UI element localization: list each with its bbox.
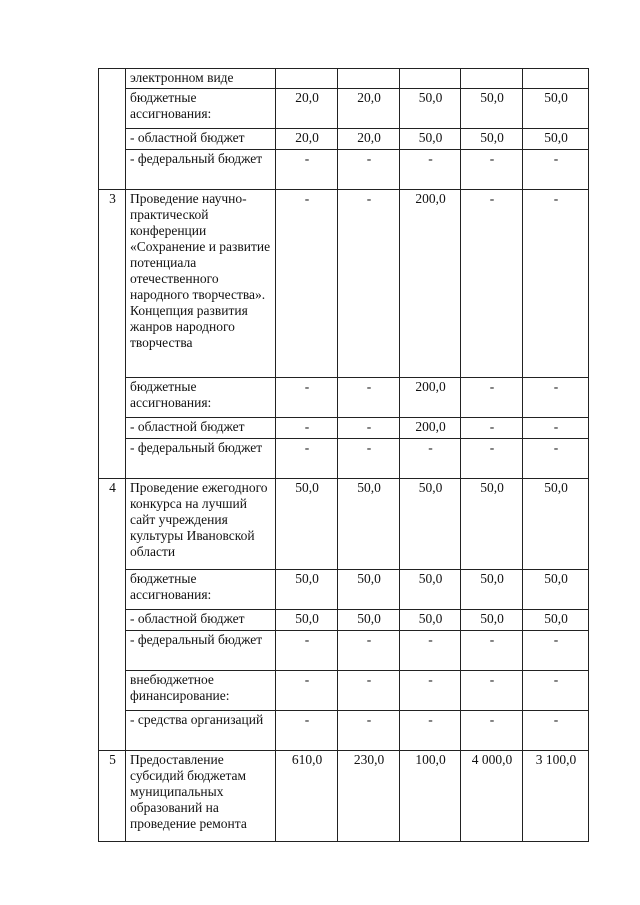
value-cell: - (523, 671, 589, 711)
value-cell: 50,0 (276, 570, 338, 610)
value-cell: 200,0 (400, 378, 461, 418)
value-cell: - (461, 671, 523, 711)
value-cell: 100,0 (400, 751, 461, 842)
value-cell: 50,0 (338, 570, 400, 610)
value-cell: 50,0 (400, 89, 461, 129)
table-row (99, 190, 589, 378)
value-cell: 50,0 (461, 570, 523, 610)
row-index (99, 69, 126, 190)
value-cell: 20,0 (276, 129, 338, 150)
value-cell: - (400, 711, 461, 751)
table-body (99, 69, 589, 842)
table-row (99, 418, 589, 439)
value-cell: - (523, 439, 589, 479)
value-cell: - (338, 671, 400, 711)
row-description: - федеральный бюджет (126, 439, 276, 479)
table-row (99, 570, 589, 610)
value-cell: - (338, 711, 400, 751)
value-cell: 610,0 (276, 751, 338, 842)
table-row (99, 439, 589, 479)
row-description: электронном виде (126, 69, 276, 89)
value-cell: 50,0 (400, 479, 461, 570)
value-cell: - (523, 418, 589, 439)
row-description: - областной бюджет (126, 418, 276, 439)
value-cell: - (461, 378, 523, 418)
value-cell (276, 69, 338, 89)
value-cell: - (523, 190, 589, 378)
row-description: внебюджетное финансирование: (126, 671, 276, 711)
table-row (99, 671, 589, 711)
row-description: - федеральный бюджет (126, 150, 276, 190)
value-cell: - (461, 190, 523, 378)
row-index: 4 (99, 479, 126, 751)
row-description: Предоставление субсидий бюджетам муниципальных образований на проведение ремонта (126, 751, 276, 842)
value-cell: - (461, 711, 523, 751)
value-cell: 200,0 (400, 190, 461, 378)
value-cell: 20,0 (276, 89, 338, 129)
value-cell: 50,0 (461, 129, 523, 150)
row-description: бюджетные ассигнования: (126, 89, 276, 129)
value-cell (461, 69, 523, 89)
table-row (99, 69, 589, 89)
table-row (99, 150, 589, 190)
value-cell: 50,0 (338, 610, 400, 631)
value-cell: - (338, 150, 400, 190)
value-cell: 50,0 (400, 610, 461, 631)
value-cell: 50,0 (523, 129, 589, 150)
table-row (99, 479, 589, 570)
value-cell: - (523, 711, 589, 751)
value-cell: 50,0 (276, 610, 338, 631)
row-description: бюджетные ассигнования: (126, 378, 276, 418)
row-description: Проведение ежегодного конкурса на лучший сайт учреждения культуры Ивановской области (126, 479, 276, 570)
value-cell: - (276, 711, 338, 751)
value-cell: 3 100,0 (523, 751, 589, 842)
row-index: 5 (99, 751, 126, 842)
value-cell: - (338, 418, 400, 439)
value-cell: 50,0 (523, 610, 589, 631)
value-cell: - (400, 631, 461, 671)
value-cell: 230,0 (338, 751, 400, 842)
value-cell: - (276, 150, 338, 190)
table-row (99, 129, 589, 150)
value-cell: 20,0 (338, 89, 400, 129)
value-cell: - (276, 439, 338, 479)
table-row (99, 610, 589, 631)
value-cell: - (461, 439, 523, 479)
value-cell: - (523, 631, 589, 671)
value-cell: - (338, 439, 400, 479)
table-row (99, 711, 589, 751)
value-cell: 50,0 (276, 479, 338, 570)
budget-table (98, 68, 589, 842)
value-cell: 50,0 (523, 570, 589, 610)
value-cell: - (461, 150, 523, 190)
table-row (99, 751, 589, 842)
value-cell: 4 000,0 (461, 751, 523, 842)
value-cell: 50,0 (523, 89, 589, 129)
value-cell: 50,0 (338, 479, 400, 570)
value-cell (400, 69, 461, 89)
value-cell: 50,0 (461, 89, 523, 129)
value-cell: - (338, 190, 400, 378)
table-row (99, 89, 589, 129)
value-cell: 200,0 (400, 418, 461, 439)
value-cell: - (523, 378, 589, 418)
value-cell: 50,0 (523, 479, 589, 570)
row-description: - средства организаций (126, 711, 276, 751)
value-cell: 50,0 (400, 570, 461, 610)
value-cell: - (338, 378, 400, 418)
row-index: 3 (99, 190, 126, 479)
value-cell: - (276, 418, 338, 439)
table-row (99, 378, 589, 418)
value-cell: 20,0 (338, 129, 400, 150)
value-cell: - (461, 418, 523, 439)
value-cell: - (338, 631, 400, 671)
value-cell: - (523, 150, 589, 190)
value-cell: 50,0 (461, 479, 523, 570)
row-description: - областной бюджет (126, 610, 276, 631)
value-cell: - (400, 150, 461, 190)
value-cell (523, 69, 589, 89)
value-cell: - (276, 190, 338, 378)
value-cell: - (461, 631, 523, 671)
value-cell: - (276, 378, 338, 418)
value-cell: - (276, 631, 338, 671)
value-cell: - (400, 439, 461, 479)
value-cell: 50,0 (400, 129, 461, 150)
row-description: Проведение научно-практической конференции «Сохранение и развитие потенциала отечественного народного творчества». Концепция развития жанров народного творчества (126, 190, 276, 378)
value-cell: - (400, 671, 461, 711)
row-description: - федеральный бюджет (126, 631, 276, 671)
value-cell: 50,0 (461, 610, 523, 631)
value-cell: - (276, 671, 338, 711)
value-cell (338, 69, 400, 89)
row-description: бюджетные ассигнования: (126, 570, 276, 610)
table-row (99, 631, 589, 671)
row-description: - областной бюджет (126, 129, 276, 150)
